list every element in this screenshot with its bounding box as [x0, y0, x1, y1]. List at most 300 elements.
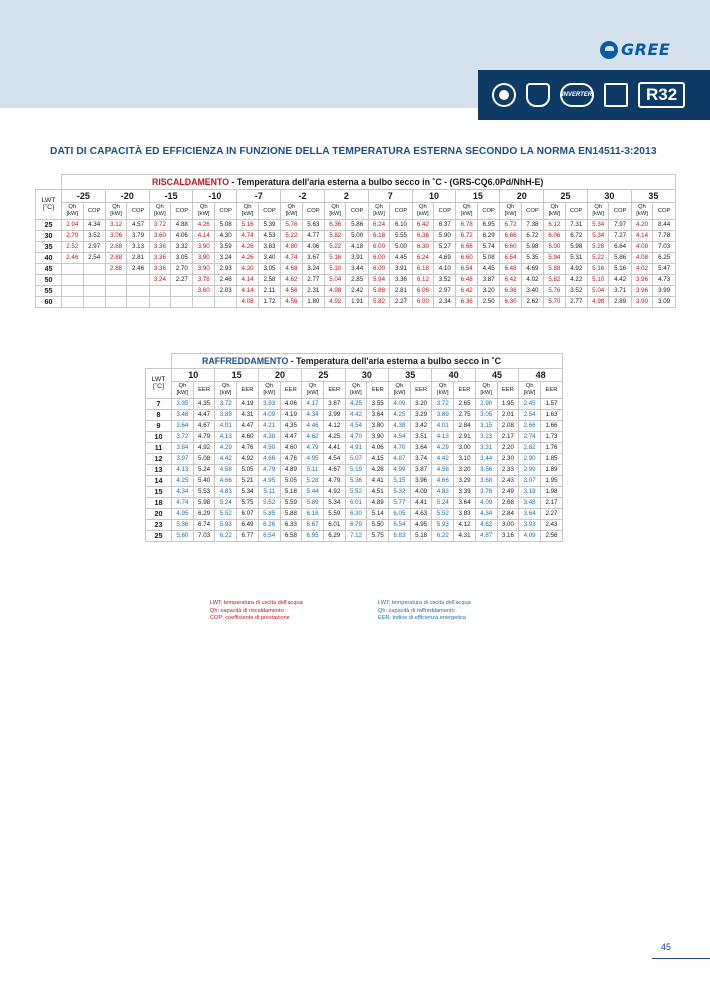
- capacity-subheader: Qh [kW]: [432, 382, 454, 399]
- capacity-value: 4.26: [237, 253, 259, 264]
- lwt-value: 55: [36, 286, 62, 297]
- efficiency-value: 8.44: [653, 220, 676, 231]
- efficiency-value: 5.08: [193, 454, 215, 465]
- capacity-value: 4.21: [258, 421, 280, 432]
- efficiency-value: 6.29: [323, 531, 345, 542]
- inverter-icon: INVERTER: [560, 83, 594, 107]
- capacity-value: 3.35: [172, 399, 194, 410]
- efficiency-value: 3.52: [434, 275, 456, 286]
- lwt-value: 13: [146, 465, 172, 476]
- capacity-value: 2.88: [105, 242, 127, 253]
- efficiency-value: 1.98: [540, 487, 562, 498]
- capacity-value: 2.82: [519, 443, 541, 454]
- efficiency-value: 7.03: [193, 531, 215, 542]
- capacity-value: 4.14: [631, 231, 653, 242]
- efficiency-subheader: COP: [653, 203, 676, 220]
- efficiency-value: 3.24: [214, 253, 236, 264]
- efficiency-value: 3.83: [258, 242, 280, 253]
- capacity-value: 5.82: [368, 297, 390, 308]
- capacity-value: 6.22: [215, 531, 237, 542]
- outdoor-temperature-header: -2: [281, 190, 325, 203]
- efficiency-value: 3.44: [346, 264, 368, 275]
- efficiency-value: 4.19: [280, 410, 302, 421]
- efficiency-value: 6.74: [193, 520, 215, 531]
- capacity-value: 3.93: [519, 520, 541, 531]
- capacity-value: 6.54: [500, 253, 522, 264]
- capacity-subheader: Qh [kW]: [500, 203, 522, 220]
- efficiency-value: 4.77: [302, 231, 324, 242]
- capacity-value: 3.97: [172, 454, 194, 465]
- efficiency-value: 3.87: [410, 465, 432, 476]
- efficiency-subheader: COP: [171, 203, 193, 220]
- outdoor-temperature-header: 15: [215, 369, 258, 382]
- table-row: [146, 487, 563, 498]
- table-title-label: RISCALDAMENTO: [152, 176, 230, 187]
- efficiency-subheader: COP: [346, 203, 368, 220]
- outdoor-temperature-header: -15: [149, 190, 193, 203]
- efficiency-value: 3.55: [367, 399, 389, 410]
- capacity-value: 2.88: [105, 253, 127, 264]
- efficiency-value: 6.77: [237, 531, 259, 542]
- efficiency-subheader: COP: [521, 203, 543, 220]
- efficiency-value: 4.10: [434, 264, 456, 275]
- capacity-value: 5.19: [345, 465, 367, 476]
- efficiency-value: 2.33: [497, 465, 519, 476]
- efficiency-value: 7.03: [653, 242, 676, 253]
- lwt-value: 14: [146, 476, 172, 487]
- capacity-value: 6.83: [389, 531, 411, 542]
- table-row: [146, 520, 563, 531]
- capacity-value: 4.79: [258, 465, 280, 476]
- capacity-value: 5.94: [544, 253, 566, 264]
- efficiency-value: 4.09: [410, 487, 432, 498]
- efficiency-subheader: EER: [410, 382, 432, 399]
- efficiency-value: 3.13: [127, 242, 149, 253]
- efficiency-value: 4.15: [367, 454, 389, 465]
- efficiency-subheader: EER: [323, 382, 345, 399]
- capacity-value: 7.12: [345, 531, 367, 542]
- legend-line: LWT: temperatura di uscita dell'acqua: [210, 600, 303, 606]
- efficiency-value: 4.95: [410, 520, 432, 531]
- efficiency-value: 1.95: [497, 399, 519, 410]
- table-row: [146, 410, 563, 421]
- capacity-value: 6.60: [456, 253, 478, 264]
- capacity-value: 5.11: [302, 465, 324, 476]
- capacity-value: 4.54: [345, 421, 367, 432]
- lwt-value: 18: [146, 498, 172, 509]
- outdoor-temperature-header: 20: [258, 369, 301, 382]
- capacity-subheader: Qh [kW]: [172, 382, 194, 399]
- capacity-value: 5.16: [587, 264, 609, 275]
- efficiency-subheader: EER: [454, 382, 476, 399]
- efficiency-value: 6.72: [521, 231, 543, 242]
- efficiency-subheader: EER: [367, 382, 389, 399]
- capacity-value: 4.20: [631, 220, 653, 231]
- efficiency-value: 2.17: [540, 498, 562, 509]
- capacity-value: 4.70: [345, 432, 367, 443]
- capacity-value: [193, 297, 215, 308]
- efficiency-value: 2.93: [214, 264, 236, 275]
- capacity-value: 4.17: [302, 399, 324, 410]
- capacity-value: 6.54: [258, 531, 280, 542]
- capacity-value: 4.46: [302, 421, 324, 432]
- capacity-value: 3.90: [193, 264, 215, 275]
- efficiency-value: 5.27: [434, 242, 456, 253]
- capacity-value: 5.34: [587, 220, 609, 231]
- capacity-value: 3.89: [215, 410, 237, 421]
- efficiency-value: 4.41: [367, 476, 389, 487]
- efficiency-value: 3.87: [477, 275, 499, 286]
- efficiency-value: 4.60: [280, 443, 302, 454]
- capacity-value: 6.18: [368, 231, 390, 242]
- capacity-value: 4.95: [302, 454, 324, 465]
- efficiency-value: 6.07: [237, 509, 259, 520]
- capacity-subheader: Qh [kW]: [258, 382, 280, 399]
- capacity-value: 4.56: [281, 286, 303, 297]
- efficiency-subheader: COP: [214, 203, 236, 220]
- capacity-value: 5.07: [345, 454, 367, 465]
- table-row: [36, 264, 676, 275]
- efficiency-subheader: EER: [237, 382, 259, 399]
- efficiency-value: 3.52: [565, 286, 587, 297]
- capacity-value: 5.93: [215, 520, 237, 531]
- capacity-value: 2.54: [519, 410, 541, 421]
- efficiency-value: 4.92: [193, 443, 215, 454]
- lwt-value: 10: [146, 432, 172, 443]
- efficiency-value: 4.22: [565, 275, 587, 286]
- capacity-value: 5.85: [258, 509, 280, 520]
- capacity-value: 5.76: [544, 286, 566, 297]
- efficiency-value: 3.20: [477, 286, 499, 297]
- capacity-value: 4.09: [258, 410, 280, 421]
- lwt-value: 25: [36, 220, 62, 231]
- efficiency-value: 4.42: [609, 275, 631, 286]
- capacity-subheader: Qh [kW]: [544, 203, 566, 220]
- capacity-value: 4.13: [215, 432, 237, 443]
- capacity-value: 2.46: [62, 253, 84, 264]
- efficiency-value: 5.16: [609, 264, 631, 275]
- efficiency-value: 1.95: [540, 476, 562, 487]
- efficiency-value: 2.84: [454, 421, 476, 432]
- capacity-value: 6.72: [456, 231, 478, 242]
- capacity-value: 2.90: [519, 454, 541, 465]
- capacity-value: 3.96: [631, 275, 653, 286]
- capacity-value: 5.89: [302, 498, 324, 509]
- efficiency-value: 3.99: [323, 410, 345, 421]
- capacity-value: 4.25: [345, 399, 367, 410]
- capacity-value: 3.36: [149, 264, 171, 275]
- efficiency-value: 2.65: [454, 399, 476, 410]
- capacity-subheader: Qh [kW]: [149, 203, 171, 220]
- efficiency-value: 2.27: [540, 509, 562, 520]
- capacity-value: 5.10: [587, 275, 609, 286]
- efficiency-value: 5.39: [258, 220, 280, 231]
- capacity-value: [105, 297, 127, 308]
- capacity-value: 6.42: [500, 275, 522, 286]
- efficiency-value: 4.79: [323, 476, 345, 487]
- efficiency-value: 2.43: [540, 520, 562, 531]
- capacity-value: 4.70: [389, 443, 411, 454]
- table-row: [146, 531, 563, 542]
- efficiency-value: 4.88: [171, 220, 193, 231]
- capacity-subheader: Qh [kW]: [237, 203, 259, 220]
- efficiency-value: [171, 286, 193, 297]
- efficiency-value: 4.41: [323, 443, 345, 454]
- capacity-subheader: Qh [kW]: [587, 203, 609, 220]
- efficiency-value: 4.69: [521, 264, 543, 275]
- efficiency-value: 5.74: [477, 242, 499, 253]
- outdoor-temperature-header: 25: [544, 190, 588, 203]
- capacity-value: 6.24: [412, 253, 434, 264]
- capacity-value: 5.04: [587, 286, 609, 297]
- capacity-value: 4.83: [432, 487, 454, 498]
- lwt-value: 30: [36, 231, 62, 242]
- capacity-value: [62, 286, 84, 297]
- capacity-subheader: Qh [kW]: [215, 382, 237, 399]
- capacity-value: 3.90: [193, 242, 215, 253]
- capacity-value: 3.93: [258, 399, 280, 410]
- capacity-value: 3.36: [149, 242, 171, 253]
- efficiency-value: 4.45: [477, 264, 499, 275]
- capacity-value: 6.12: [412, 275, 434, 286]
- capacity-subheader: Qh [kW]: [62, 203, 84, 220]
- efficiency-value: 2.97: [83, 242, 105, 253]
- capacity-value: 6.66: [456, 242, 478, 253]
- efficiency-value: 2.70: [171, 264, 193, 275]
- capacity-subheader: Qh [kW]: [105, 203, 127, 220]
- efficiency-value: 3.00: [454, 443, 476, 454]
- efficiency-value: 4.34: [83, 220, 105, 231]
- capacity-value: 3.23: [475, 432, 497, 443]
- efficiency-value: 2.34: [434, 297, 456, 308]
- capacity-value: 4.08: [631, 242, 653, 253]
- capacity-value: 6.05: [389, 509, 411, 520]
- efficiency-value: 6.29: [477, 231, 499, 242]
- lwt-value: 11: [146, 443, 172, 454]
- outdoor-temperature-header: -10: [193, 190, 237, 203]
- capacity-value: 4.14: [193, 231, 215, 242]
- efficiency-value: 5.18: [280, 487, 302, 498]
- capacity-subheader: Qh [kW]: [412, 203, 434, 220]
- efficiency-value: 4.35: [280, 421, 302, 432]
- efficiency-value: 3.09: [653, 297, 676, 308]
- efficiency-value: 4.18: [346, 242, 368, 253]
- table-row: [146, 476, 563, 487]
- table-row: [36, 220, 676, 231]
- capacity-value: 6.54: [456, 264, 478, 275]
- outdoor-temperature-header: 10: [412, 190, 456, 203]
- page-number: 45: [661, 942, 672, 952]
- capacity-value: 6.72: [500, 220, 522, 231]
- capacity-value: 6.36: [412, 231, 434, 242]
- capacity-value: 6.26: [258, 520, 280, 531]
- efficiency-subheader: COP: [83, 203, 105, 220]
- efficiency-value: 6.49: [237, 520, 259, 531]
- efficiency-value: 4.54: [323, 454, 345, 465]
- capacity-value: 3.72: [432, 399, 454, 410]
- capacity-value: 5.60: [172, 531, 194, 542]
- capacity-subheader: Qh [kW]: [475, 382, 497, 399]
- efficiency-value: 4.60: [237, 432, 259, 443]
- efficiency-value: 7.78: [653, 231, 676, 242]
- efficiency-value: 5.18: [410, 531, 432, 542]
- efficiency-value: 6.25: [653, 253, 676, 264]
- lwt-value: 8: [146, 410, 172, 421]
- efficiency-subheader: COP: [477, 203, 499, 220]
- efficiency-value: 5.05: [280, 476, 302, 487]
- capacity-value: 2.70: [62, 231, 84, 242]
- efficiency-value: 5.86: [346, 220, 368, 231]
- efficiency-value: 2.49: [497, 487, 519, 498]
- capacity-value: 6.78: [456, 220, 478, 231]
- capacity-value: 6.06: [412, 286, 434, 297]
- capacity-value: 5.88: [368, 286, 390, 297]
- capacity-value: 4.13: [172, 465, 194, 476]
- efficiency-value: 5.08: [214, 220, 236, 231]
- efficiency-value: 3.52: [83, 231, 105, 242]
- capacity-value: 4.66: [258, 454, 280, 465]
- capacity-value: 3.56: [475, 465, 497, 476]
- efficiency-value: 1.91: [346, 297, 368, 308]
- table-row: [36, 231, 676, 242]
- capacity-value: 3.05: [475, 410, 497, 421]
- legend-line: EER: indice di efficienza energetica: [378, 615, 466, 622]
- efficiency-value: 2.20: [497, 443, 519, 454]
- capacity-value: 4.98: [324, 286, 346, 297]
- capacity-value: 4.02: [631, 264, 653, 275]
- efficiency-value: 3.16: [497, 531, 519, 542]
- capacity-value: 4.74: [237, 231, 259, 242]
- efficiency-value: 4.35: [193, 399, 215, 410]
- efficiency-value: 5.24: [193, 465, 215, 476]
- capacity-value: 4.13: [432, 432, 454, 443]
- efficiency-value: 3.90: [367, 432, 389, 443]
- capacity-value: 6.00: [368, 242, 390, 253]
- page-number-rule: [652, 958, 710, 959]
- capacity-subheader: Qh [kW]: [389, 382, 411, 399]
- capacity-value: 3.31: [475, 443, 497, 454]
- smart-home-wifi-icon: [604, 83, 628, 107]
- r32-refrigerant-badge: R32: [638, 82, 685, 108]
- table-corner-blank: [36, 175, 62, 190]
- efficiency-value: 4.30: [214, 231, 236, 242]
- capacity-value: 5.44: [302, 487, 324, 498]
- outdoor-temperature-header: 35: [631, 190, 675, 203]
- efficiency-subheader: COP: [258, 203, 280, 220]
- capacity-value: 3.07: [519, 476, 541, 487]
- table-row: [146, 454, 563, 465]
- efficiency-value: 3.79: [127, 231, 149, 242]
- efficiency-value: 4.31: [237, 410, 259, 421]
- table-row: [146, 509, 563, 520]
- capacity-value: 2.88: [105, 264, 127, 275]
- lwt-value: 15: [146, 487, 172, 498]
- efficiency-value: 2.56: [540, 531, 562, 542]
- efficiency-value: 4.76: [237, 443, 259, 454]
- capacity-value: 4.20: [237, 264, 259, 275]
- efficiency-value: 3.80: [367, 421, 389, 432]
- outdoor-temperature-header: 30: [345, 369, 388, 382]
- outdoor-temperature-header: 15: [456, 190, 500, 203]
- efficiency-value: 2.03: [214, 286, 236, 297]
- capacity-value: 6.24: [368, 220, 390, 231]
- efficiency-value: 4.47: [193, 410, 215, 421]
- capacity-value: 5.88: [544, 264, 566, 275]
- efficiency-value: 2.31: [302, 286, 324, 297]
- capacity-value: 3.60: [149, 231, 171, 242]
- efficiency-value: 3.05: [171, 253, 193, 264]
- efficiency-subheader: COP: [302, 203, 324, 220]
- efficiency-value: 2.17: [497, 432, 519, 443]
- capacity-value: 4.98: [587, 297, 609, 308]
- table-row: [146, 399, 563, 410]
- capacity-value: 6.36: [500, 286, 522, 297]
- efficiency-value: 4.92: [237, 454, 259, 465]
- capacity-value: 3.72: [215, 399, 237, 410]
- capacity-value: 5.36: [345, 476, 367, 487]
- outdoor-temperature-header: 45: [475, 369, 518, 382]
- efficiency-value: 2.77: [302, 275, 324, 286]
- capacity-value: [62, 275, 84, 286]
- efficiency-value: 3.42: [410, 421, 432, 432]
- efficiency-value: 2.75: [454, 410, 476, 421]
- capacity-value: 5.22: [281, 231, 303, 242]
- efficiency-value: 2.54: [83, 253, 105, 264]
- capacity-value: [62, 297, 84, 308]
- efficiency-subheader: EER: [497, 382, 519, 399]
- capacity-value: 5.16: [324, 253, 346, 264]
- capacity-value: 4.56: [281, 297, 303, 308]
- capacity-value: 4.66: [432, 476, 454, 487]
- capacity-value: 5.16: [237, 220, 259, 231]
- efficiency-subheader: EER: [193, 382, 215, 399]
- efficiency-value: 7.27: [609, 231, 631, 242]
- capacity-value: 4.42: [215, 454, 237, 465]
- capacity-value: 6.30: [500, 297, 522, 308]
- efficiency-value: 5.63: [302, 220, 324, 231]
- efficiency-value: 4.76: [280, 454, 302, 465]
- capacity-subheader: Qh [kW]: [345, 382, 367, 399]
- capacity-value: 3.44: [475, 454, 497, 465]
- capacity-value: 6.42: [412, 220, 434, 231]
- legend-line: COP: coefficiente di prestazione: [210, 615, 290, 622]
- capacity-value: 4.66: [215, 476, 237, 487]
- capacity-value: 5.28: [302, 476, 324, 487]
- efficiency-value: 3.24: [302, 264, 324, 275]
- efficiency-value: [171, 297, 193, 308]
- capacity-value: 4.62: [475, 520, 497, 531]
- capacity-value: 4.50: [258, 443, 280, 454]
- capacity-value: 4.58: [432, 465, 454, 476]
- capacity-value: 4.62: [281, 275, 303, 286]
- capacity-value: 5.52: [432, 509, 454, 520]
- capacity-value: 4.87: [389, 454, 411, 465]
- capacity-value: 4.09: [389, 399, 411, 410]
- capacity-value: 4.29: [215, 443, 237, 454]
- efficiency-value: 1.89: [540, 465, 562, 476]
- efficiency-value: 2.46: [127, 264, 149, 275]
- capacity-value: 3.90: [193, 253, 215, 264]
- efficiency-value: 2.11: [258, 286, 280, 297]
- outdoor-temperature-header: 2: [324, 190, 368, 203]
- table-title-description: - Temperatura dell'aria esterna a bulbo secco in ˚C: [288, 355, 501, 366]
- capacity-value: 6.36: [324, 220, 346, 231]
- efficiency-value: 3.87: [323, 399, 345, 410]
- efficiency-value: 3.91: [346, 253, 368, 264]
- capacity-value: 3.90: [631, 297, 653, 308]
- capacity-value: 5.82: [544, 275, 566, 286]
- efficiency-value: 3.51: [410, 432, 432, 443]
